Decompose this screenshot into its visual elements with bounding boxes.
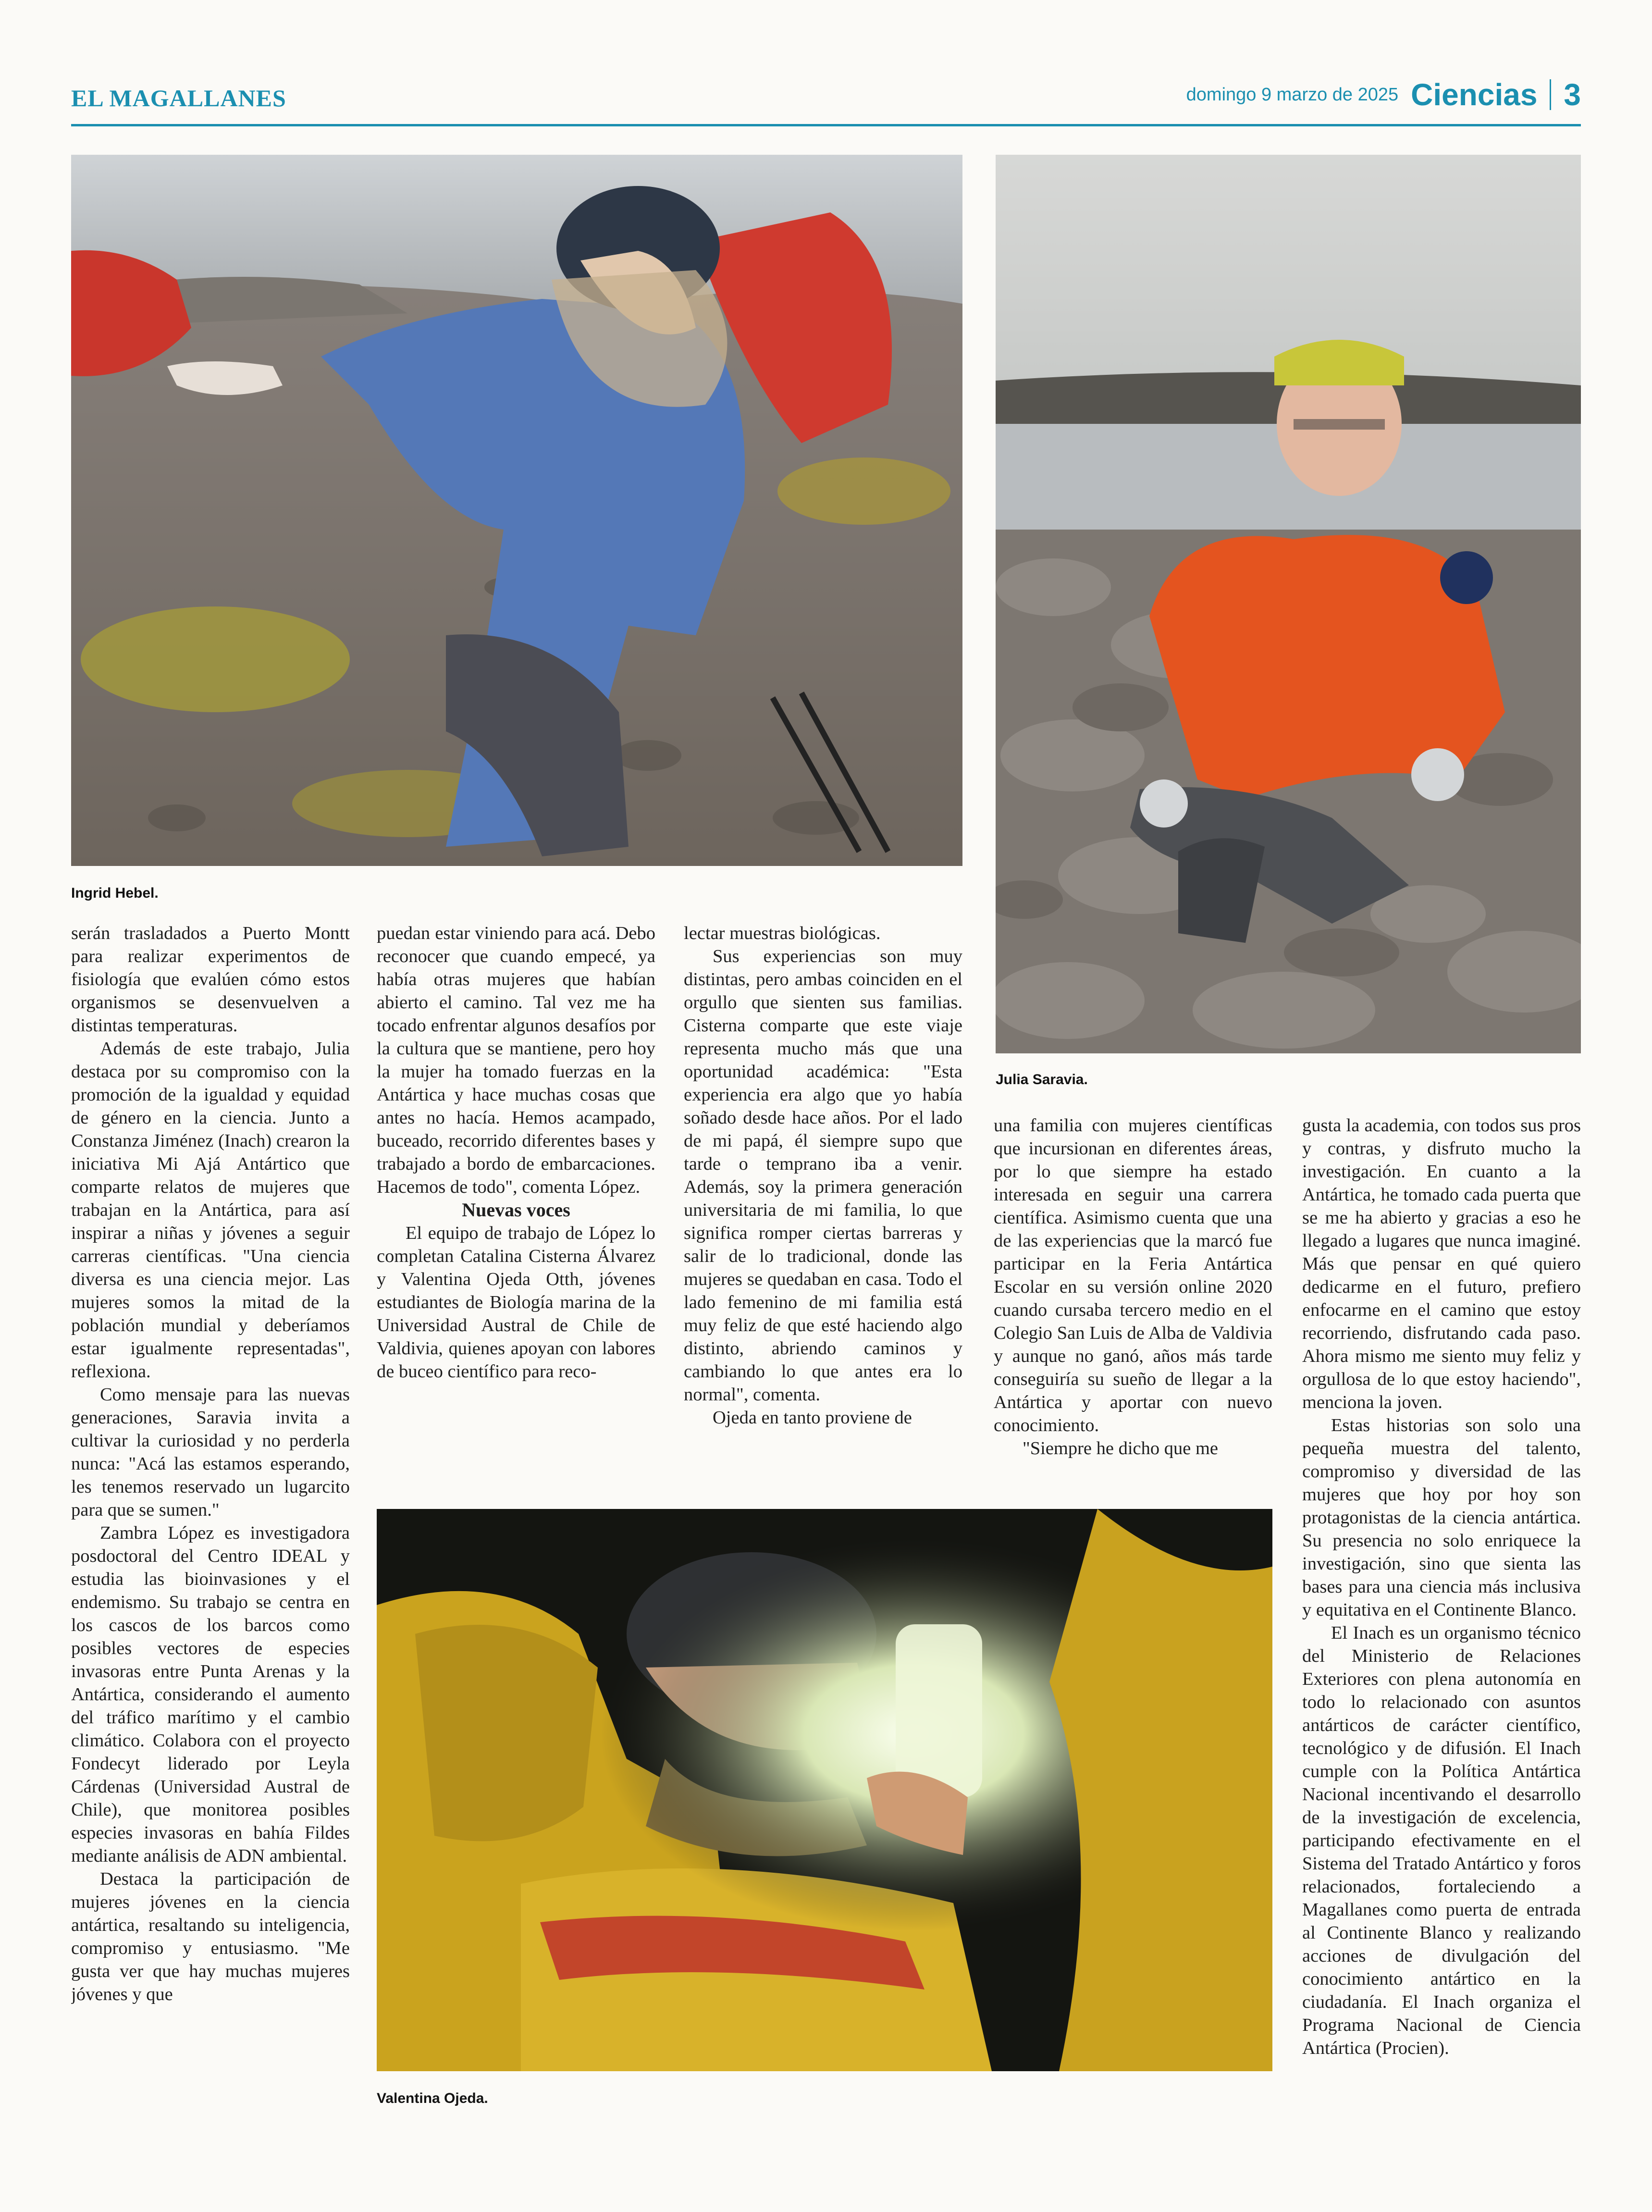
paragraph: Zambra López es investigadora posdoctoral del Centro IDEAL y estudia las bioinvasiones y el endemismo. Su trabajo se centra en los cascos de los barcos como posibles vectores de especies invasoras entre Punta Arenas y la Antártica, considerando el aumento del tráfico marítimo y el cambio climático. Colabora con el proyecto Fondecyt liderado por Leyla Cárdenas (Universidad Austral de Chile), que monitorea posibles especies invasoras en bahía Fildes mediante análisis de ADN ambiental.: [71, 1523, 350, 1866]
caption-julia-saravia: Julia Saravia.: [996, 1072, 1088, 1087]
article-column-2: [377, 922, 655, 1498]
photo-julia-saravia: [996, 155, 1581, 1053]
caption-valentina-ojeda: Valentina Ojeda.: [377, 2090, 488, 2106]
paragraph: Ojeda en tanto proviene de: [713, 1408, 912, 1428]
paragraph: Sus experiencias son muy distintas, pero ambas coinciden en el orgullo que sienten sus familias. Cisterna comparte que este viaje representa mucho más que una oportunidad académica: "Esta experiencia era algo que yo había soñado desde hace años. Por el lado de mi papá, él siempre supo que tarde o temprano iba a venir. Además, soy la primera generación universitaria de mi familia, lo que significa romper ciertas barreras y salir de lo tradicional, donde las mujeres se quedaban en casa. Todo el lado femenino de mi familia está muy feliz de que esté haciendo algo distinto, abriendo caminos y cambiando lo que antes era lo normal", comenta.: [684, 946, 962, 1405]
paragraph: puedan estar viniendo para acá. Debo reconocer que cuando empecé, ya había otras mujeres que habían abierto el camino. Tal vez me ha tocado enfrentar algunos desafíos por la cultura que se mantiene, pero hoy la mujer ha tomado fuerzas en la Antártica y hace muchas cosas que antes no hacía. Hemos acampado, buceado, recorrido diferentes bases y trabajado a bordo de embarcaciones. Hacemos de todo", comenta López.: [377, 923, 655, 1197]
article-column-1: [71, 922, 350, 2113]
paragraph: gusta la academia, con todos sus pros y contras, y disfruto mucho la investigación. En cuanto a la Antártica, he tomado cada puerta que se me ha abierto y gracias a eso he llegado a lugares que nunca imaginé. Más que pensar en qué quiero dedicarme en el futuro, prefiero enfocarme en el camino que estoy recorriendo, disfrutando cada paso. Ahora mismo me siento muy feliz y orgullosa de lo que estoy haciendo", menciona la joven.: [1302, 1115, 1581, 1412]
article-column-3: [684, 922, 962, 1498]
photo-valentina-ojeda: [377, 1509, 1272, 2071]
paragraph: una familia con mujeres científicas que incursionan en diferentes áreas, por lo que siempre ha estado interesada en seguir una carrera científica. Asimismo cuenta que una de las experiencias que la marcó fue participar en la Feria Antártica Escolar en su versión online 2020 cuando cursaba tercero medio en el Colegio San Luis de Alba de Valdivia y aunque no ganó, años más tarde conseguiría su sueño de llegar a la Antártica y aportar con nuevo conocimiento.: [994, 1115, 1272, 1435]
issue-date: domingo 9 marzo de 2025: [1186, 84, 1399, 105]
photo-ingrid-hebel: [71, 155, 962, 866]
header-separator: [1550, 79, 1551, 110]
section-title: Ciencias: [1411, 77, 1538, 112]
paragraph: El Inach es un organismo técnico del Ministerio de Relaciones Exteriores con plena autonomía en todo lo relacionado con asuntos antárticos de carácter científico, tecnológico y de difusión. El Inach cumple con la Política Antártica Nacional incentivando el desarrollo de la investigación de excelencia, participando efectivamente en el Sistema del Tratado Antártico y foros relacionados, fortaleciendo a Magallanes como puerta de entrada al Continente Blanco y realizando acciones de divulgación del conocimiento antártico en la ciudadanía. El Inach organiza el Programa Nacional de Ciencia Antártica (Procien).: [1302, 1623, 1581, 2058]
paragraph: lectar muestras biológicas.: [684, 923, 881, 943]
paragraph: Estas historias son solo una pequeña muestra del talento, compromiso y diversidad de las mujeres que hoy por hoy son protagonistas de la ciencia antártica. Su presencia no solo enriquece la investigación, sino que sienta las bases para una ciencia más inclusiva y equitativa en el Continente Blanco.: [1302, 1415, 1581, 1620]
paragraph: Como mensaje para las nuevas generaciones, Saravia invita a cultivar la curiosidad y no perderla nunca: "Acá las estamos esperando, les tenemos reservado un lugarcito para que se sumen.": [71, 1384, 350, 1520]
header-right: [1186, 77, 1581, 112]
header-rule: [71, 124, 1581, 126]
article-column-5: [1302, 1114, 1581, 2162]
paragraph: El equipo de trabajo de López lo completan Catalina Cisterna Álvarez y Valentina Ojeda Otth, jóvenes estudiantes de Biología marina de la Universidad Austral de Chile de Valdivia, quienes apoyan con labores de buceo científico para reco-: [377, 1223, 655, 1382]
page-number: 3: [1564, 77, 1581, 112]
subhead-nuevas-voces: Nuevas voces: [462, 1199, 570, 1221]
paragraph: Además de este trabajo, Julia destaca por su compromiso con la promoción de la igualdad y equidad de género en la ciencia. Junto a Constanza Jiménez (Inach) crearon la iniciativa Mi Ajá Antártico que comparte relatos de mujeres que trabajan en la Antártica, para así inspirar a niñas y jóvenes a seguir carreras científicas. "Una ciencia diversa es una ciencia mejor. Las mujeres somos la mitad de la población mundial y deberíamos estar igualmente representadas", reflexiona.: [71, 1038, 350, 1382]
masthead: EL MAGALLANES: [71, 85, 286, 111]
caption-ingrid-hebel: Ingrid Hebel.: [71, 885, 159, 901]
paragraph: "Siempre he dicho que me: [1023, 1438, 1219, 1458]
article-column-4: [994, 1114, 1272, 1498]
paragraph: serán trasladados a Puerto Montt para realizar experimentos de fisiología que evalúen cómo estos organismos se desenvuelven a distintas temperaturas.: [71, 923, 350, 1036]
paragraph: Destaca la participación de mujeres jóvenes en la ciencia antártica, resaltando su inteligencia, compromiso y entusiasmo. "Me gusta ver que hay muchas mujeres jóvenes y que: [71, 1869, 350, 2004]
